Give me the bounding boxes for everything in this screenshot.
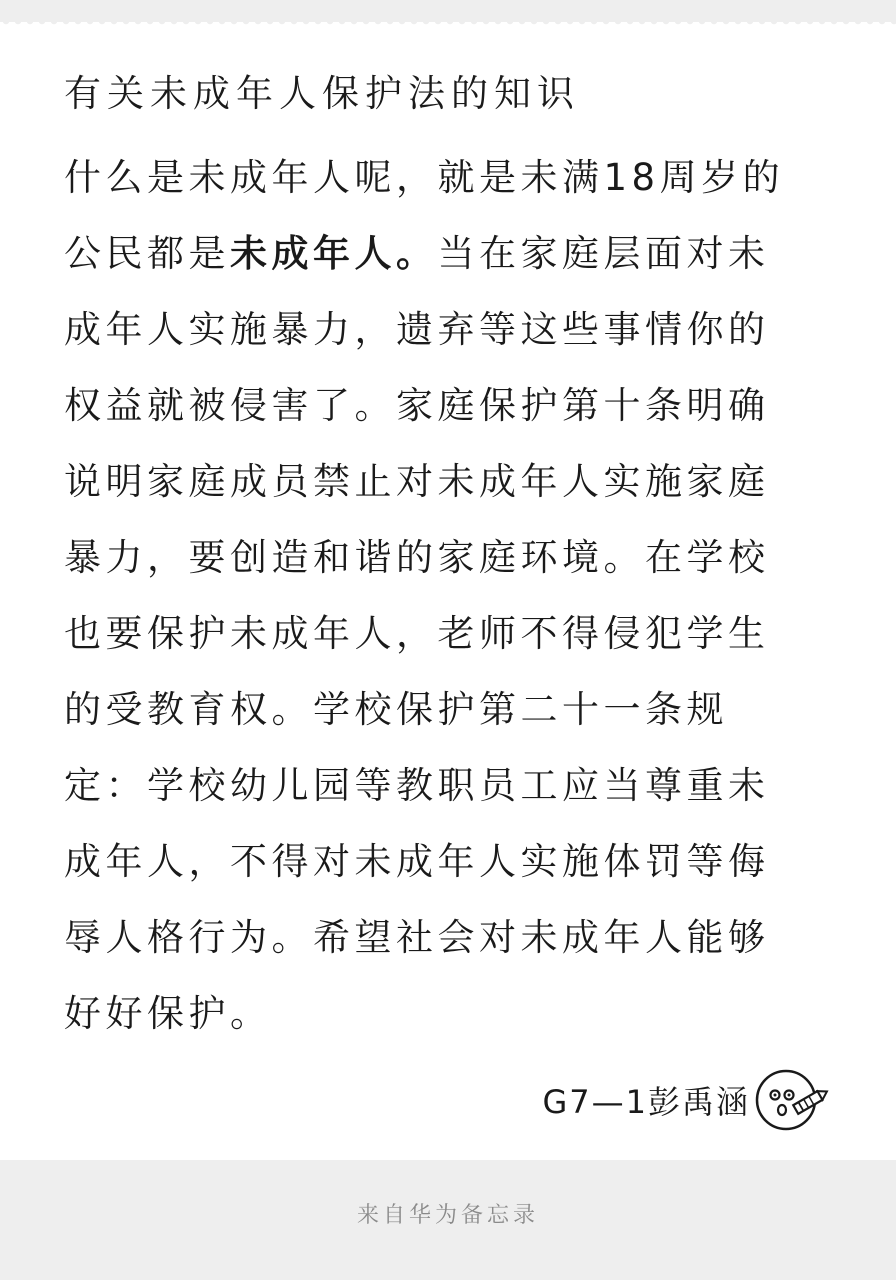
note-line [64, 140, 824, 216]
note-line [64, 596, 824, 672]
note-line [64, 824, 824, 900]
note-line [64, 520, 824, 596]
note-line [64, 292, 824, 368]
note-line [64, 976, 824, 1052]
emoji-face-with-pencil-icon [752, 1065, 832, 1135]
line-text: 成年人，不得对未成年人实施体罚等侮 [64, 840, 770, 883]
note-line [64, 748, 824, 824]
note-line [64, 900, 824, 976]
footer-source-label: 来自华为备忘录 [356, 1203, 539, 1228]
note-line [64, 216, 824, 292]
line-text: 好好保护。 [64, 992, 272, 1035]
line-text: 定：学校幼儿园等教职员工应当尊重未 [64, 764, 770, 807]
line-text: 说明家庭成员禁止对未成年人实施家庭 [64, 460, 770, 503]
line-text: 公民都是 [64, 232, 230, 275]
line-text: 的受教育权。学校保护第二十一条规 [64, 688, 728, 731]
line-text: 当在家庭层面对未 [437, 232, 770, 275]
line-text: 成年人实施暴力，遗弃等这些事情你的 [64, 308, 770, 351]
note-title: 有关未成年人保护法的知识 [64, 72, 580, 115]
line-text: 什么是未成年人呢，就是未满18周岁的 [64, 156, 785, 199]
line-text: 权益就被侵害了。家庭保护第十条明确 [64, 384, 770, 427]
signature-row [542, 1062, 832, 1138]
line-text: 辱人格行为。希望社会对未成年人能够 [64, 916, 770, 959]
note-line [64, 672, 824, 748]
note-line [64, 444, 824, 520]
line-text: 暴力，要创造和谐的家庭环境。在学校 [64, 536, 770, 579]
signature: G7—1彭禹涵 [542, 1083, 750, 1121]
note-line [64, 368, 824, 444]
line-text: 也要保护未成年人，老师不得侵犯学生 [64, 612, 770, 655]
note-paper [0, 22, 896, 1160]
note-body [64, 140, 824, 1052]
bold-text: 未成年人。 [230, 232, 438, 275]
